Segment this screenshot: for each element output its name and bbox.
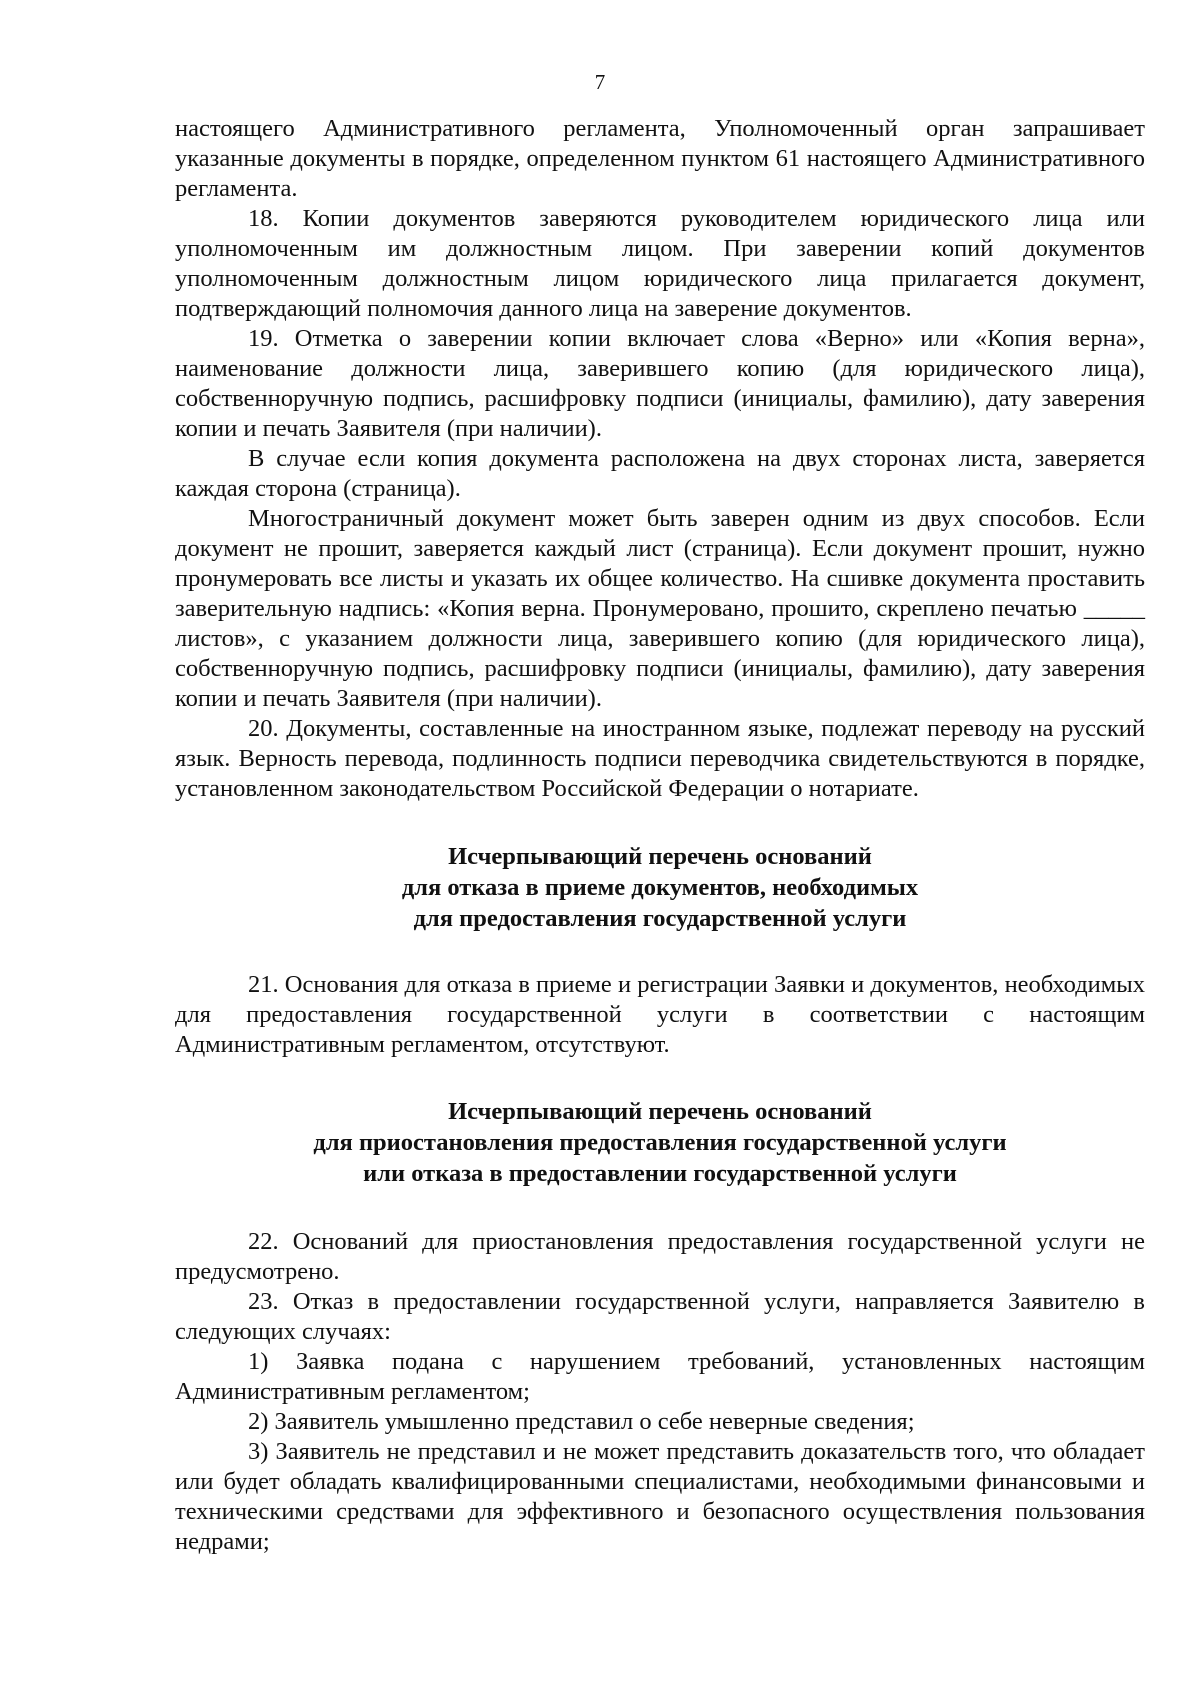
paragraph-19: 19. Отметка о заверении копии включает слова «Верно» или «Копия верна», наименование должности лица, заверившего копию (для юридического лица), собственноручную подпись, расшифровку подписи (инициалы, фамилию), дату заверения копии и печать Заявителя (при наличии). (175, 325, 1145, 442)
heading-line: или отказа в предоставлении государственной услуги (363, 1160, 957, 1187)
paragraph-19-two-sided: В случае если копия документа расположена на двух сторонах листа, заверяется каждая сторона (страница). (175, 445, 1145, 502)
paragraph-22: 22. Оснований для приостановления предоставления государственной услуги не предусмотрено. (175, 1228, 1145, 1285)
paragraph-23: 23. Отказ в предоставлении государственной услуги, направляется Заявителю в следующих случаях: (175, 1288, 1145, 1345)
page-number: 7 (594, 70, 606, 94)
heading-line: для отказа в приеме документов, необходимых (401, 874, 919, 901)
paragraph-20: 20. Документы, составленные на иностранном языке, подлежат переводу на русский язык. Верность перевода, подлинность подписи переводчика свидетельствуются в порядке, установленном законодательством Российской Федерации о нотариате. (175, 715, 1145, 802)
list-item-23-3: 3) Заявитель не представил и не может представить доказательств того, что обладает или будет обладать квалифицированными специалистами, необходимыми финансовыми и техническими средствами для эффективного и безопасного осуществления пользования недрами; (175, 1438, 1145, 1555)
heading-line: Исчерпывающий перечень оснований (448, 843, 872, 870)
list-item-23-1: 1) Заявка подана с нарушением требований, установленных настоящим Административным регламентом; (175, 1348, 1145, 1405)
heading-line: Исчерпывающий перечень оснований (448, 1098, 872, 1125)
paragraph-19-multipage: Многостраничный документ может быть заверен одним из двух способов. Если документ не прошит, заверяется каждый лист (страница). Если документ прошит, нужно пронумеровать все листы и указать их общее количество. На сшивке документа проставить заверительную надпись: «Копия верна. Пронумеровано, прошито, скреплено печатью _____ листов», с указанием должности лица, заверившего копию (для юридического лица), собственноручную подпись, расшифровку подписи (инициалы, фамилию), дату заверения копии и печать Заявителя (при наличии). (175, 505, 1145, 712)
section-heading-suspension-refusal (175, 1096, 1145, 1189)
paragraph-18: 18. Копии документов заверяются руководителем юридического лица или уполномоченным им должностным лицом. При заверении копий документов уполномоченным должностным лицом юридического лица прилагается документ, подтверждающий полномочия данного лица на заверение документов. (175, 205, 1145, 322)
list-item-23-2: 2) Заявитель умышленно представил о себе неверные сведения; (248, 1408, 915, 1435)
paragraph-21: 21. Основания для отказа в приеме и регистрации Заявки и документов, необходимых для предоставления государственной услуги в соответствии с настоящим Административным регламентом, отсутствуют. (175, 971, 1145, 1058)
paragraph-continuation: настоящего Административного регламента, Уполномоченный орган запрашивает указанные документы в порядке, определенном пунктом 61 настоящего Административного регламента. (175, 115, 1145, 202)
document-body (175, 114, 1145, 1557)
heading-line: для предоставления государственной услуги (413, 905, 907, 932)
heading-line: для приостановления предоставления государственной услуги (313, 1129, 1007, 1156)
section-heading-refusal-acceptance (175, 841, 1145, 934)
